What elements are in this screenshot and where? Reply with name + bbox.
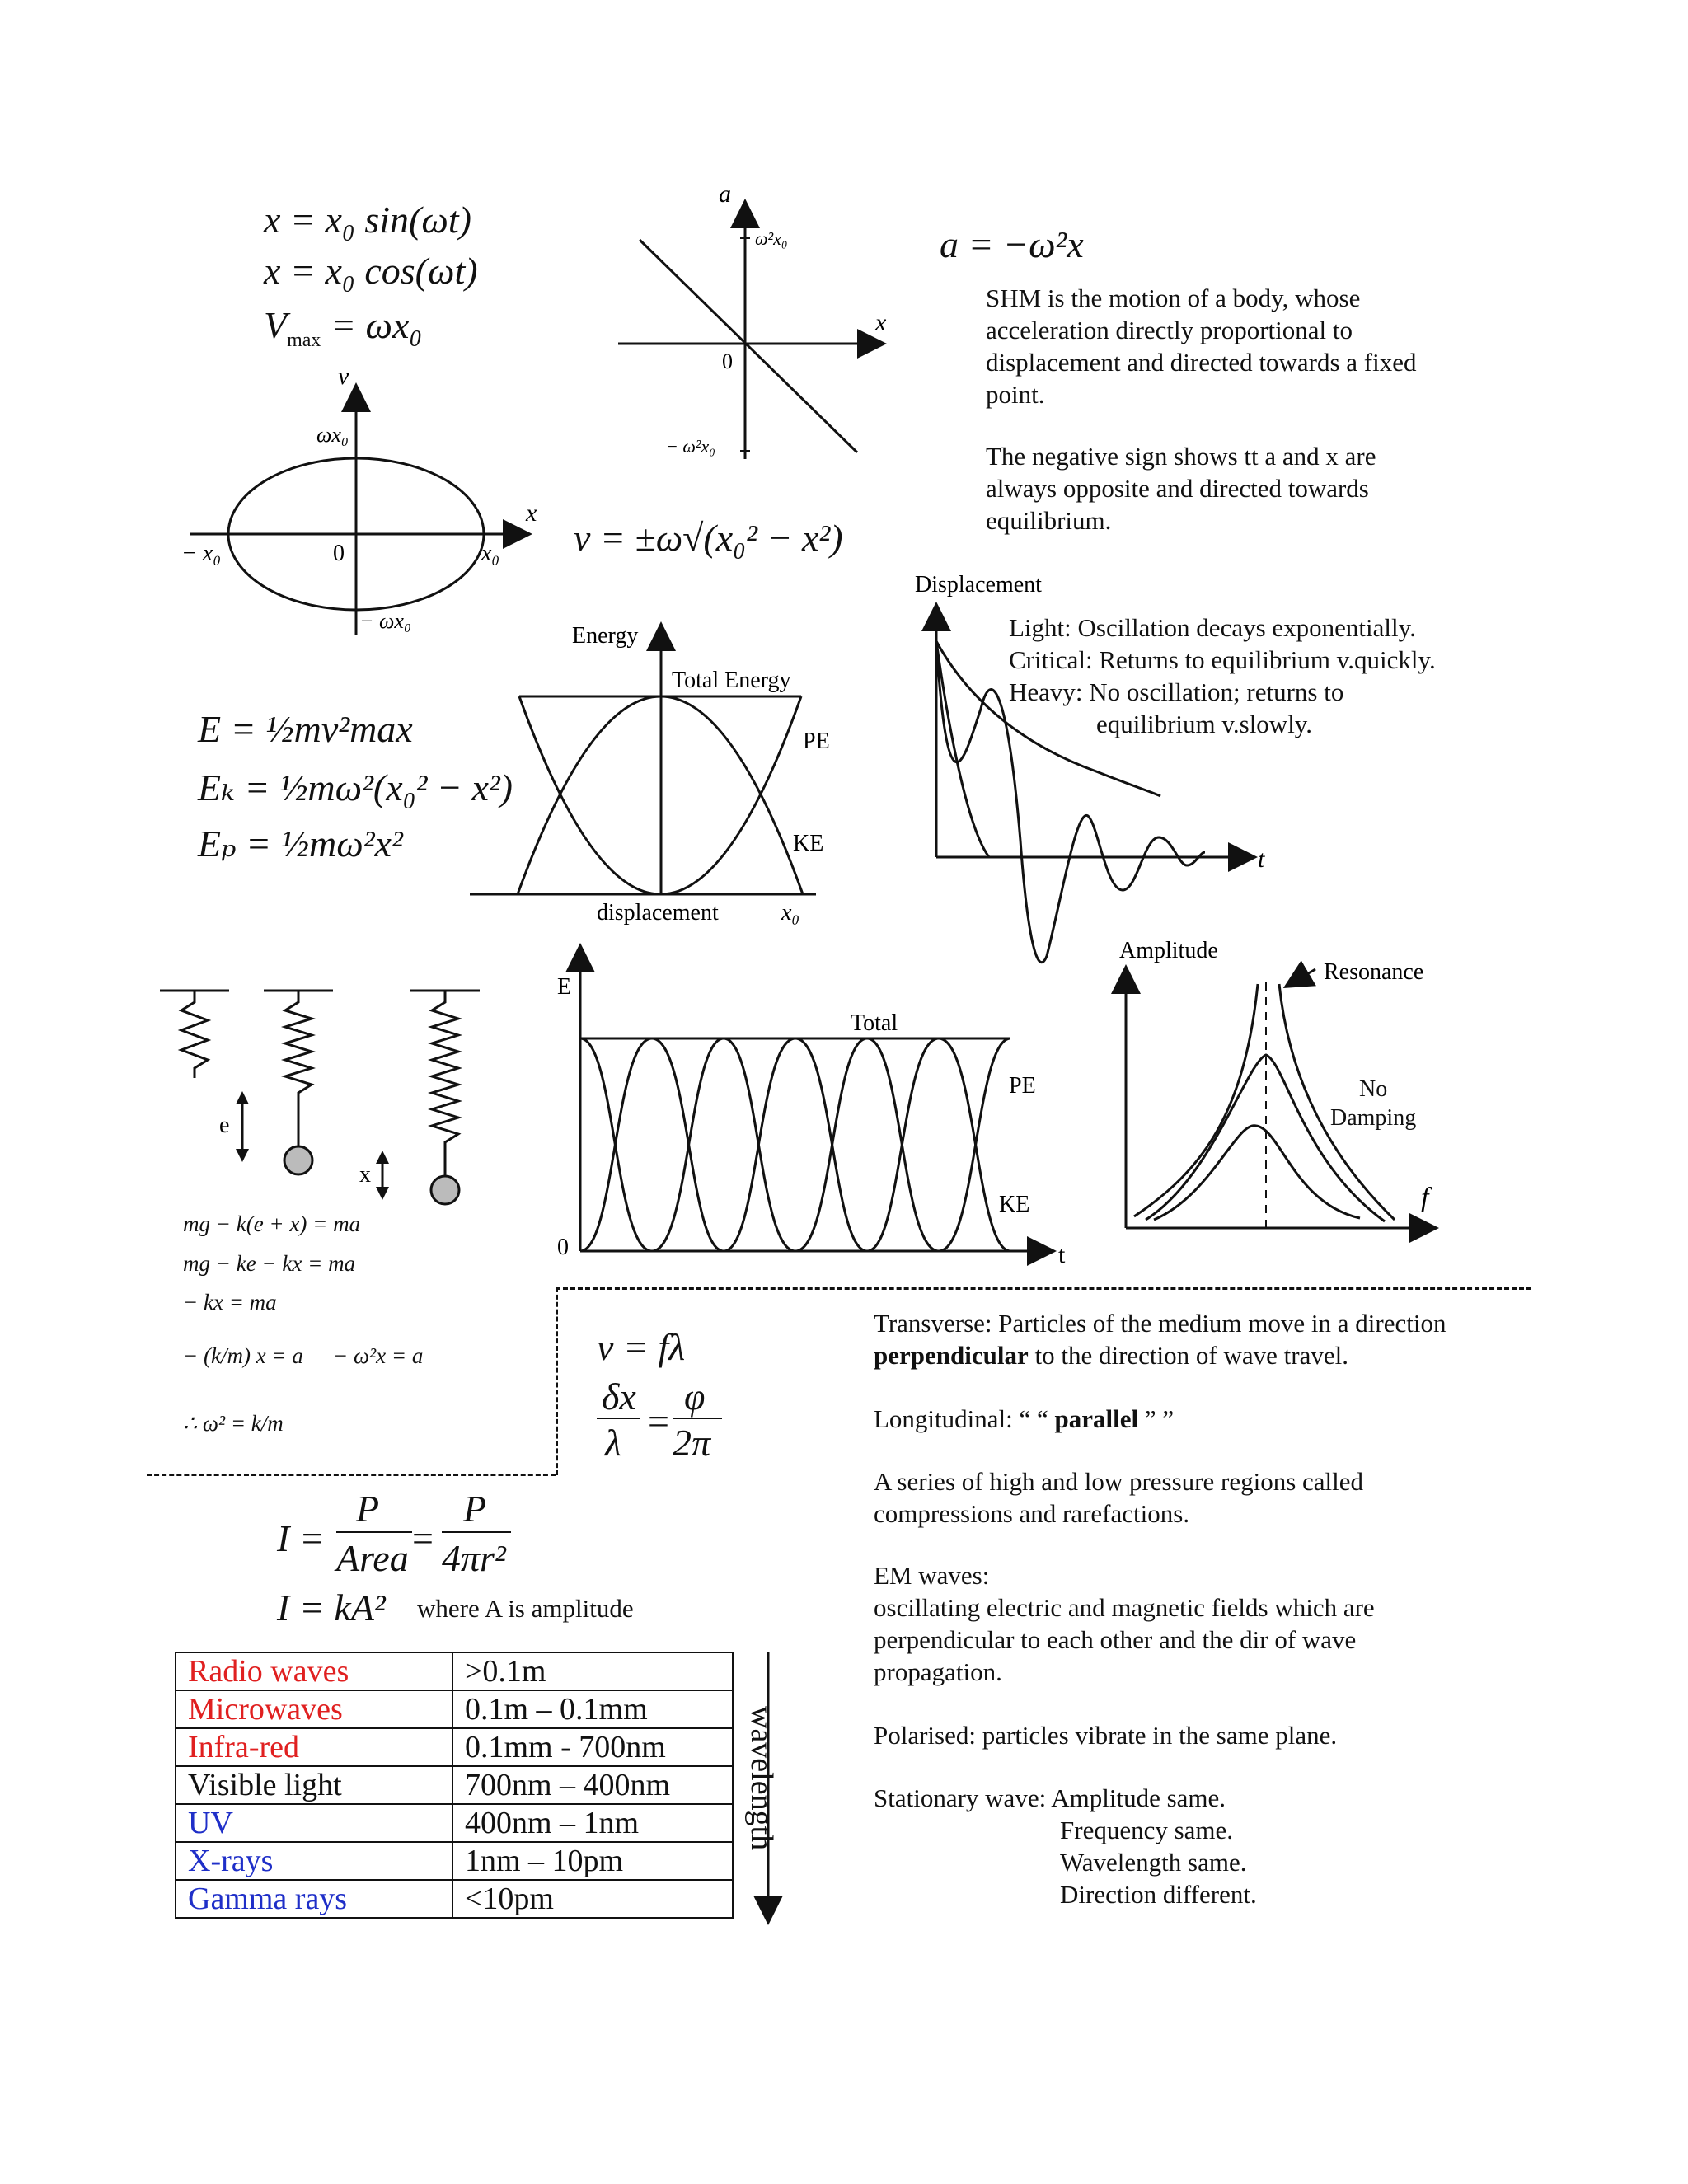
left-value: − x₀ xyxy=(181,541,222,566)
critical-damping-curve xyxy=(936,641,989,857)
em-band-name: Microwaves xyxy=(176,1690,452,1728)
damping-critical-note: Critical: Returns to equilibrium v.quickly. xyxy=(1009,645,1436,674)
x-label: x xyxy=(359,1162,371,1188)
em-row xyxy=(176,1728,733,1766)
em-row xyxy=(176,1880,733,1918)
pe-curve xyxy=(580,1038,1010,1251)
negative-sign-note: The negative sign shows tt a and x are always opposite and directed towards equilibrium. xyxy=(986,442,1376,535)
mass-equilibrium xyxy=(284,1146,312,1174)
e-label: E xyxy=(557,974,572,1000)
spring-eq-3: − kx = ma xyxy=(183,1290,277,1315)
spring-equilibrium xyxy=(285,991,312,1151)
wavelength-label: wavelength xyxy=(744,1706,779,1851)
damping-heavy-note: Heavy: No oscillation; returns to xyxy=(1009,677,1344,706)
spring-unloaded xyxy=(181,991,208,1078)
em-band-name: Gamma rays xyxy=(176,1880,452,1918)
em-band-range: >0.1m xyxy=(452,1652,733,1690)
mass-extended xyxy=(431,1176,459,1204)
stationary-frequency: Frequency same. xyxy=(1060,1816,1234,1844)
em-band-name: UV xyxy=(176,1804,452,1842)
transverse-note: Transverse: Particles of the medium move in a direction perpendicular to the direction of wave travel. xyxy=(874,1309,1447,1370)
spring-eq-1: mg − k(e + x) = ma xyxy=(183,1212,361,1236)
eq-vmax: $V_{max} = \omega x_0$ xyxy=(264,304,423,352)
ke-label: KE xyxy=(793,831,824,856)
energy-eq-total: E = ½mv²max xyxy=(198,708,413,750)
bottom-value: − ωx₀ xyxy=(359,609,411,633)
eq-cos: x = x₀ cos(ωt) xyxy=(264,250,478,292)
intensity-eq: I = P Area = P 4πr² xyxy=(277,1487,524,1586)
em-band-name: X-rays xyxy=(176,1842,452,1880)
em-spectrum-table xyxy=(175,1652,734,1919)
f-label: f xyxy=(1421,1183,1429,1213)
resonance-label: Resonance xyxy=(1324,959,1424,985)
energy-time-graph xyxy=(544,940,1071,1269)
compressions-note: A series of high and low pressure regions called compressions and rarefactions. xyxy=(874,1467,1364,1528)
spring-extended xyxy=(432,991,458,1179)
pe-label: PE xyxy=(1009,1073,1036,1099)
accel-eq: a = −ω²x xyxy=(940,223,1084,265)
em-band-range: 700nm – 400nm xyxy=(452,1766,733,1804)
em-row xyxy=(176,1804,733,1842)
spring-eq-4b: − ω²x = a xyxy=(333,1343,424,1368)
right-value: x₀ xyxy=(481,541,500,566)
em-band-name: Radio waves xyxy=(176,1652,452,1690)
em-band-name: Visible light xyxy=(176,1766,452,1804)
displacement-label: displacement xyxy=(597,900,719,926)
t-label: t xyxy=(1258,846,1265,873)
stationary-direction: Direction different. xyxy=(1060,1880,1257,1909)
em-row xyxy=(176,1690,733,1728)
velocity-displacement-graph xyxy=(165,354,544,651)
origin-label: 0 xyxy=(333,541,345,566)
amplitude-label: Amplitude xyxy=(1119,938,1218,963)
em-waves-note: oscillating electric and magnetic fields which are perpendicular to each other and the dir of wave propagation. xyxy=(874,1593,1375,1686)
e-label: e xyxy=(219,1113,230,1138)
no-damping-label: No Damping xyxy=(1330,1076,1417,1131)
acceleration-displacement-graph xyxy=(610,185,907,466)
stationary-wavelength: Wavelength same. xyxy=(1060,1848,1247,1877)
divider-left xyxy=(147,1474,556,1476)
em-band-range: 0.1m – 0.1mm xyxy=(452,1690,733,1728)
damping-light-note: Light: Oscillation decays exponentially. xyxy=(1009,613,1416,642)
em-band-range: <10pm xyxy=(452,1880,733,1918)
em-waves-title: EM waves: xyxy=(874,1561,990,1590)
em-row xyxy=(176,1652,733,1690)
resonance-arrow xyxy=(1287,969,1315,986)
phase-eq: δx λ = φ 2π xyxy=(597,1375,712,1465)
spring-eq-5: ∴ ω² = k/m xyxy=(183,1411,284,1436)
energy-eq-kinetic: Eₖ = ½mω²(x₀² − x²) xyxy=(198,766,513,808)
em-row xyxy=(176,1842,733,1880)
em-band-range: 1nm – 10pm xyxy=(452,1842,733,1880)
stationary-note: Stationary wave: Amplitude same. xyxy=(874,1783,1226,1812)
polarised-note: Polarised: particles vibrate in the same plane. xyxy=(874,1721,1338,1750)
divider-right xyxy=(556,1287,1531,1290)
ke-label: KE xyxy=(999,1192,1030,1217)
em-row xyxy=(176,1766,733,1804)
no-damping-left xyxy=(1134,984,1258,1216)
energy-label: Energy xyxy=(572,623,639,649)
top-value: ωx₀ xyxy=(316,423,349,447)
origin-label: 0 xyxy=(557,1235,569,1260)
x-label: x xyxy=(875,309,887,336)
x0-label: x₀ xyxy=(781,900,800,926)
em-band-range: 400nm – 1nm xyxy=(452,1804,733,1842)
top-value: ω²x₀ xyxy=(755,228,788,249)
bottom-value: − ω²x₀ xyxy=(666,436,715,457)
wave-eq: v = fλ xyxy=(597,1326,686,1368)
a-label: a xyxy=(719,185,731,208)
longitudinal-note: Longitudinal: “ “ parallel ” ” xyxy=(874,1404,1175,1433)
spring-eq-2: mg − ke − kx = ma xyxy=(183,1251,356,1276)
displacement-label: Displacement xyxy=(915,572,1042,598)
spring-eq-4a: − (k/m) x = a xyxy=(183,1343,303,1368)
eq-sin: x = x₀ sin(ωt) xyxy=(264,199,471,241)
energy-displacement-graph xyxy=(462,610,832,931)
velocity-eq: v = ±ω√(x₀² − x²) xyxy=(574,517,843,559)
em-band-range: 0.1mm - 700nm xyxy=(452,1728,733,1766)
x-label: x xyxy=(526,499,537,527)
damping-heavy-note-2: equilibrium v.slowly. xyxy=(1096,710,1313,738)
shm-definition: SHM is the motion of a body, whose acceleration directly proportional to displacement and directed towards a fixed point. xyxy=(986,284,1417,409)
v-label: v xyxy=(338,363,349,390)
em-band-name: Infra-red xyxy=(176,1728,452,1766)
ke-curve xyxy=(580,1038,1010,1251)
pe-label: PE xyxy=(803,729,830,754)
amplitude-note: where A is amplitude xyxy=(417,1594,634,1623)
spring-diagram xyxy=(157,981,495,1220)
origin-label: 0 xyxy=(722,349,733,373)
total-label: Total xyxy=(851,1010,898,1036)
intensity-amplitude-eq: I = kA² xyxy=(277,1586,386,1629)
divider-vertical xyxy=(556,1287,558,1475)
total-energy-label: Total Energy xyxy=(672,668,791,693)
t-label: t xyxy=(1058,1241,1066,1268)
a-x-line xyxy=(640,240,857,452)
energy-eq-potential: Eₚ = ½mω²x² xyxy=(198,823,403,865)
